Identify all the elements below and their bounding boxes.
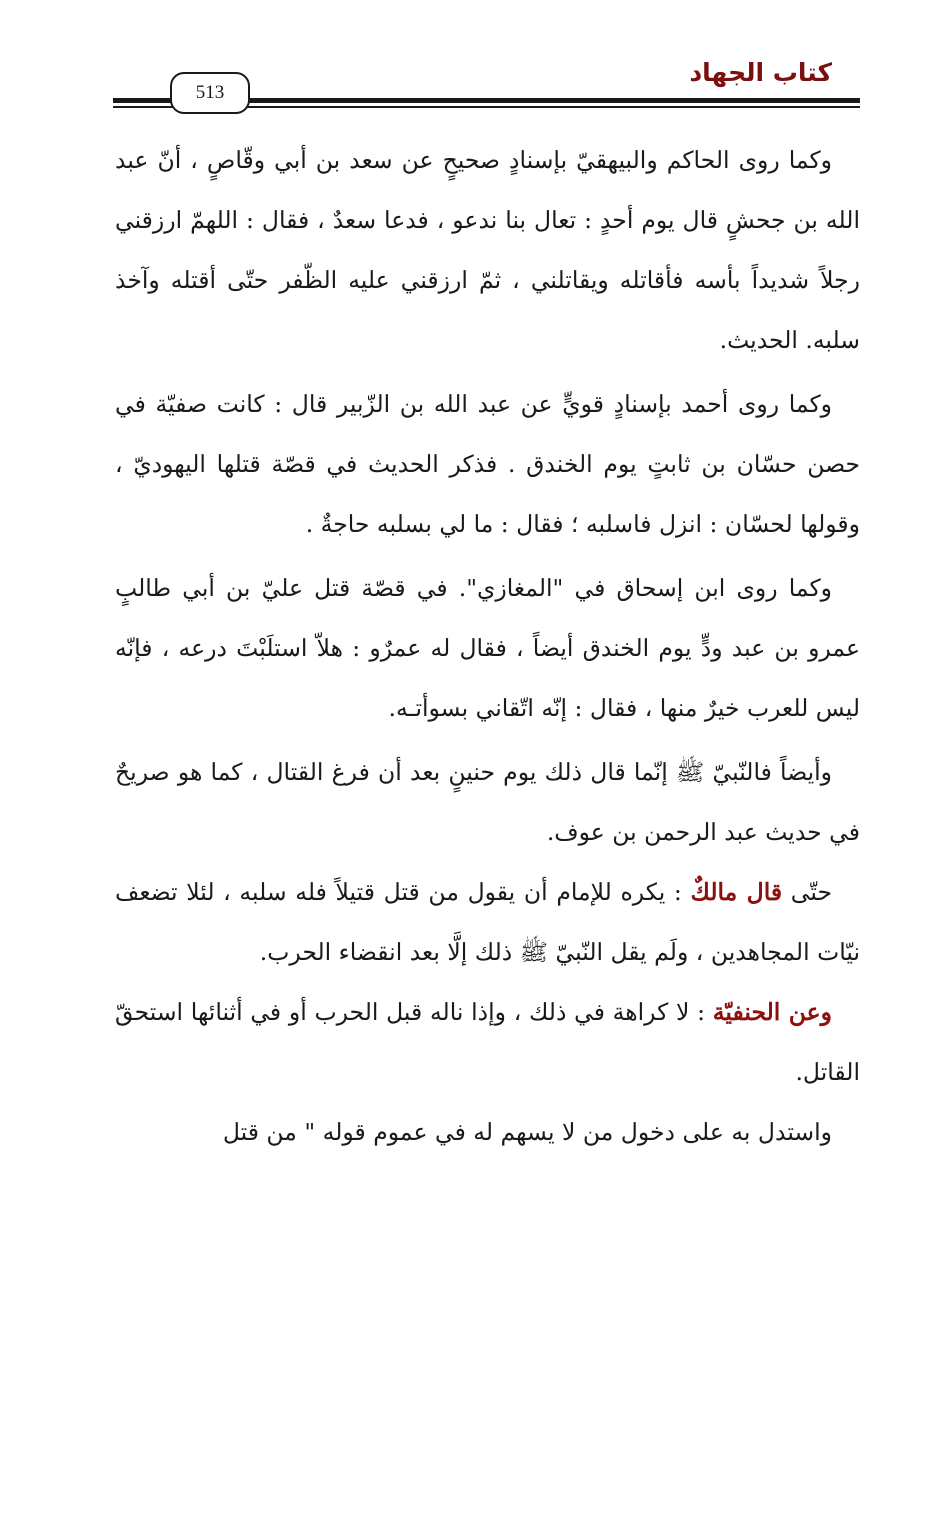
paragraph-4: وأيضاً فالنّبيّ ﷺ إنّما قال ذلك يوم حنينٍ بعد أن فرغ القتال ، كما هو صريحٌ في حديث عبد الرحمن بن عوف. (115, 758, 860, 846)
paragraph-6-text: : لا كراهة في ذلك ، وإذا ناله قبل الحرب أو في أثنائها استحقّ القاتل. (115, 998, 860, 1086)
paragraph-2: وكما روى أحمد بإسنادٍ قويٍّ عن عبد الله بن الزّبير قال : كانت صفيّة في حصن حسّان بن ثابتٍ يوم الخندق . فذكر الحديث في قصّة قتلها اليهوديّ ، وقولها لحسّان : انزل فاسلبه ؛ فقال : ما لي بسلبه حاجةٌ . (115, 390, 860, 538)
paragraph-5-text: : يكره للإمام أن يقول من قتل قتيلاً فله سلبه ، لئلا تضعف نيّات المجاهدين ، ولَم يقل النّبيّ ﷺ ذلك إلَّا بعد انقضاء الحرب. (115, 878, 860, 966)
page-number: 513 (170, 72, 250, 114)
book-title: كتاب الجهاد (689, 58, 832, 87)
paragraph-6-highlight: وعن الحنفيّة (712, 998, 832, 1026)
paragraph-3: وكما روى ابن إسحاق في "المغازي". في قصّة قتل عليّ بن أبي طالبٍ عمرو بن عبد ودٍّ يوم الخندق أيضاً ، فقال له عمرٌو : هلاّ استلَبْتَ درعه ، فإنّه ليس للعرب خيرٌ منها ، فقال : إنّه اتّقاني بسوأتـه. (115, 574, 860, 722)
paragraph-1: وكما روى الحاكم والبيهقيّ بإسنادٍ صحيحٍ عن سعد بن أبي وقّاصٍ ، أنّ عبد الله بن جحشٍ قال يوم أحدٍ : تعال بنا ندعو ، فدعا سعدٌ ، فقال : اللهمّ ارزقني رجلاً شديداً بأسه فأقاتله ويقاتلني ، ثمّ ارزقني عليه الظّفر حتّى أقتله وآخذ سلبه. الحديث. (115, 146, 860, 354)
paragraph-5-lead: حتّى (790, 878, 832, 906)
paragraph-5 (115, 862, 860, 982)
page-body (115, 130, 860, 1162)
page-header (113, 52, 860, 122)
paragraph-7: واستدل به على دخول من لا يسهم له في عموم قوله " من قتل (222, 1118, 832, 1146)
paragraph-5-highlight: قال مالكٌ (690, 878, 783, 906)
paragraph-6 (115, 982, 860, 1102)
